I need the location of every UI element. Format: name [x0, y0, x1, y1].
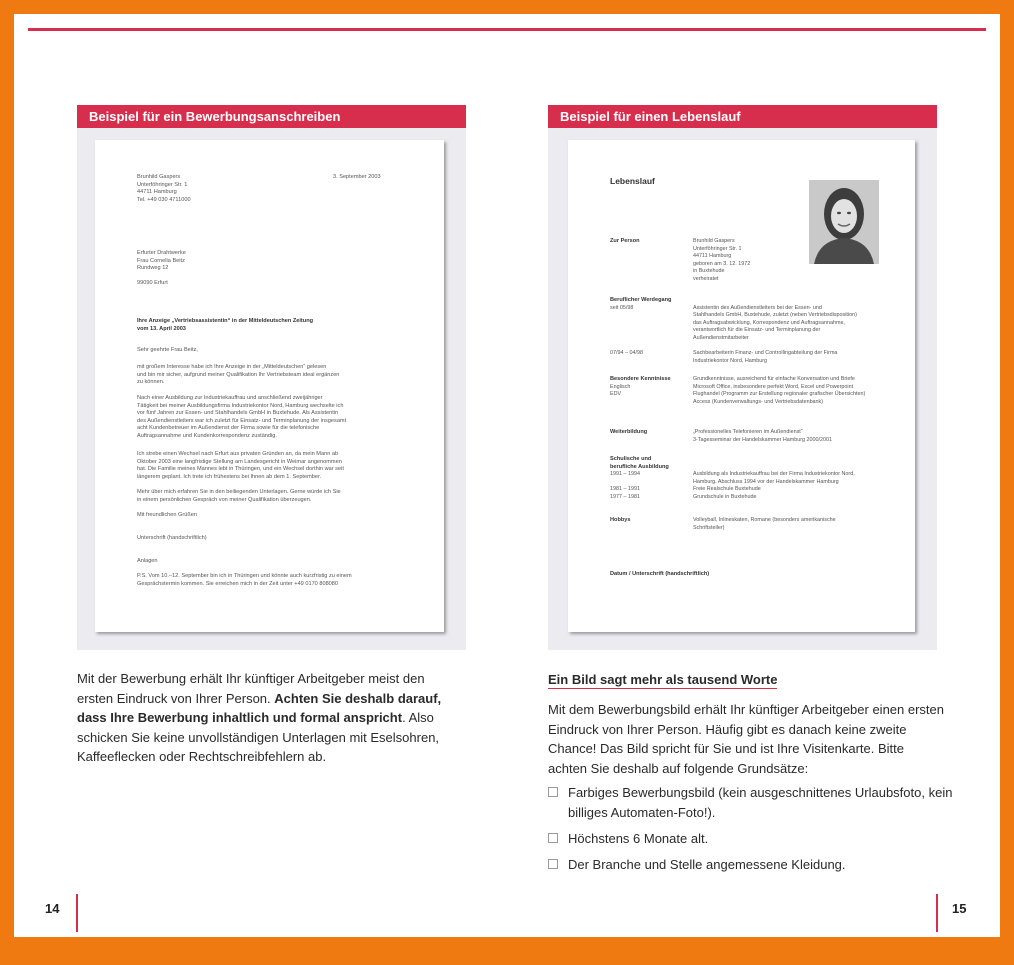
cv-section-detail: „Professionelles Telefonieren im Außendienst“ 3-Tagesseminar der Handelskammer Hamburg 2000/2001	[693, 429, 833, 443]
checkbox-icon	[548, 859, 558, 869]
cv-section-detail: Sachbearbeiterin Finanz- und Controllingabteilung der Firma Industriekontor Nord, Hamburg	[693, 350, 838, 364]
cv-section-label: Hobbys	[610, 517, 631, 523]
letter-signature: Unterschrift (handschriftlich)	[137, 535, 207, 541]
letter-paragraph: Mehr über mich erfahren Sie in den beiliegenden Unterlagen. Gerne würde ich Sie in einem persönlichen Gespräch von meiner Qualifikation überzeugen.	[137, 489, 341, 503]
cv-section-label: Beruflicher Werdegang	[610, 297, 672, 303]
page-marker-left	[76, 894, 78, 932]
page-marker-right	[936, 894, 938, 932]
letter-attachments: Anlagen	[137, 558, 158, 564]
letter-subject: Ihre Anzeige „Vertriebsassistentin“ in der Mitteldeutschen Zeitung vom 13. April 2003	[137, 318, 314, 332]
letter-ps: P.S. Vom 10.–12. September bin ich in Thüringen und könnte auch kurzfristig zu einem Gesprächstermin kommen. Sie erreichen mich in der Zeit unter +49 0170 808080	[137, 573, 352, 587]
letter-sheet	[95, 140, 444, 632]
checklist-item: Höchstens 6 Monate alt.	[548, 829, 964, 849]
cv-section-detail: Brunhild Gaspers Unterföhringer Str. 1 44711 Hamburg geboren am 3. 12. 1972 in Buxtehude verheiratet	[693, 238, 751, 282]
letter-sender: Brunhild Gaspers Unterföhringer Str. 1 44711 Hamburg Tel. +49 030 4711000	[137, 174, 191, 203]
cv-section-date: Englisch EDV	[610, 383, 631, 397]
portrait-image	[809, 180, 879, 264]
cv-section-detail: Volleyball, Inlineskaten, Romane (besonders amerikanische Schriftsteller)	[693, 517, 836, 531]
letter-paragraph: Ich strebe einen Wechsel nach Erfurt aus privaten Gründen an, da mein Mann ab Oktober 2003 eine langfristige Stellung am Landesgericht in Weimar angenommen hat. Die Familie meines Mannes lebt in Thüringen, und ein Wechsel dorthin war seit längerem geplant. Ich trete ich frühestens bei Ihnen ab dem 1. September.	[137, 451, 344, 480]
letter-closing: Mit freundlichen Grüßen	[137, 512, 198, 518]
checkbox-icon	[548, 833, 558, 843]
letter-salutation: Sehr geehrte Frau Beitz,	[137, 347, 198, 353]
page-number-left: 14	[45, 901, 60, 916]
brochure-spread	[14, 14, 1000, 937]
left-body-emphasis: Achten Sie deshalb darauf, dass Ihre Bewerbung inhaltlich und formal anspricht	[77, 690, 442, 725]
cv-section-detail: Grundkenntnisse, ausreichend für einfache Konversation und Briefe Microsoft Office, insbesondere perfekt Word, Excel und Powerpoint Flughandel (Programm zur Erstellung regionaler grafischer Übersichten) Access (Kundenverwaltungs- und Vertriebsdatenbank)	[693, 376, 866, 405]
cv-sheet	[568, 140, 915, 632]
right-body-paragraph: Mit dem Bewerbungsbild erhält Ihr künftiger Arbeitgeber einen ersten Eindruck von Ihrer Person. Häufig gibt es danach keine zweite Chance! Das Bild spricht für Sie und ist Ihre Visitenkarte. Bitte achten Sie deshalb auf folgende Grundsätze:	[548, 702, 944, 776]
cv-section-detail: Assistentin des Außendienstleiters bei der Essen- und Stahlhandels GmbH, Buxtehude, zuletzt (neben Vertriebsdisposition) das Auftragsabwicklung, Korrespondenz und Auftragsannahme, verantwortlich für die Einsatz- und Terminplanung der Außendienstmitarbeiter	[693, 304, 857, 341]
letter-paragraph: Nach einer Ausbildung zur Industriekauffrau und anschließend zweijähriger Tätigkeit bei meiner Ausbildungsfirma Industriekontor Nord, Hamburg wechselte ich vor fünf Jahren zur Essen- und Stahlhandels GmbH in Buxtehude. Als Assistentin des Außendienstleiters war ich zuletzt für Einsatz- und Terminplanung der insgesamt acht Kundenbetreuer im Außendienst der Firma sowie für die telefonische Auftragsannahme und Kundenkorrespondenz zuständig.	[137, 395, 347, 439]
cv-footer: Datum / Unterschrift (handschriftlich)	[610, 571, 710, 577]
left-section-header: Beispiel für ein Bewerbungsanschreiben	[77, 105, 466, 128]
cv-section-date: 07/94 – 04/98	[610, 350, 643, 356]
left-body-paragraph: Mit der Bewerbung erhält Ihr künftiger Arbeitgeber meist den ersten Eindruck von Ihrer Person. Achten Sie deshalb darauf, dass Ihre Bewerbung inhaltlich und formal anspricht. Also schicken Sie keine unvollständigen Unterlagen mit Eselsohren, Kaffeeflecken oder Rechtschreibfehlern ab.	[77, 671, 442, 764]
cv-example-panel	[548, 128, 937, 650]
cv-section-date: 1991 – 1994 1981 – 1991 1977 – 1981	[610, 471, 640, 500]
cv-section-date: seit 05/98	[610, 304, 634, 311]
cv-section-label: Besondere Kenntnisse	[610, 376, 671, 382]
cv-section-label: Schulische und berufliche Ausbildung	[610, 456, 669, 470]
checklist-item: Farbiges Bewerbungsbild (kein ausgeschnittenes Urlaubsfoto, kein billiges Automaten-Foto!).	[548, 783, 964, 822]
cv-section-label: Weiterbildung	[610, 429, 648, 435]
letter-example-panel	[77, 128, 466, 650]
top-accent-line	[28, 28, 986, 31]
letter-paragraph: mit großem Interesse habe ich Ihre Anzeige in der „Mitteldeutschen“ gelesen und bin mir sicher, aufgrund meiner Qualifikation Ihr Vertriebsteam ideal ergänzen zu können.	[137, 364, 340, 386]
right-subheading: Ein Bild sagt mehr als tausend Worte	[548, 672, 778, 687]
cv-section-detail: Ausbildung als Industriekauffrau bei der Firma Industriekontor Nord, Hamburg. Abschluss 1994 vor der Handelskammer Hamburg Freie Realschule Buxtehude Grundschule in Buxtehude	[693, 471, 855, 500]
letter-date: 3. September 2003	[333, 174, 381, 180]
cv-section-label: Zur Person	[610, 238, 640, 244]
cv-title: Lebenslauf	[610, 176, 655, 186]
right-section-header: Beispiel für einen Lebenslauf	[548, 105, 937, 128]
letter-recipient: Erfurter Drahtwerke Frau Cornelia Beitz Rundweg 12 99090 Erfurt	[137, 250, 186, 287]
checkbox-icon	[548, 787, 558, 797]
applicant-photo	[809, 180, 879, 264]
checklist-item: Der Branche und Stelle angemessene Kleidung.	[548, 855, 964, 875]
page-number-right: 15	[952, 901, 967, 916]
